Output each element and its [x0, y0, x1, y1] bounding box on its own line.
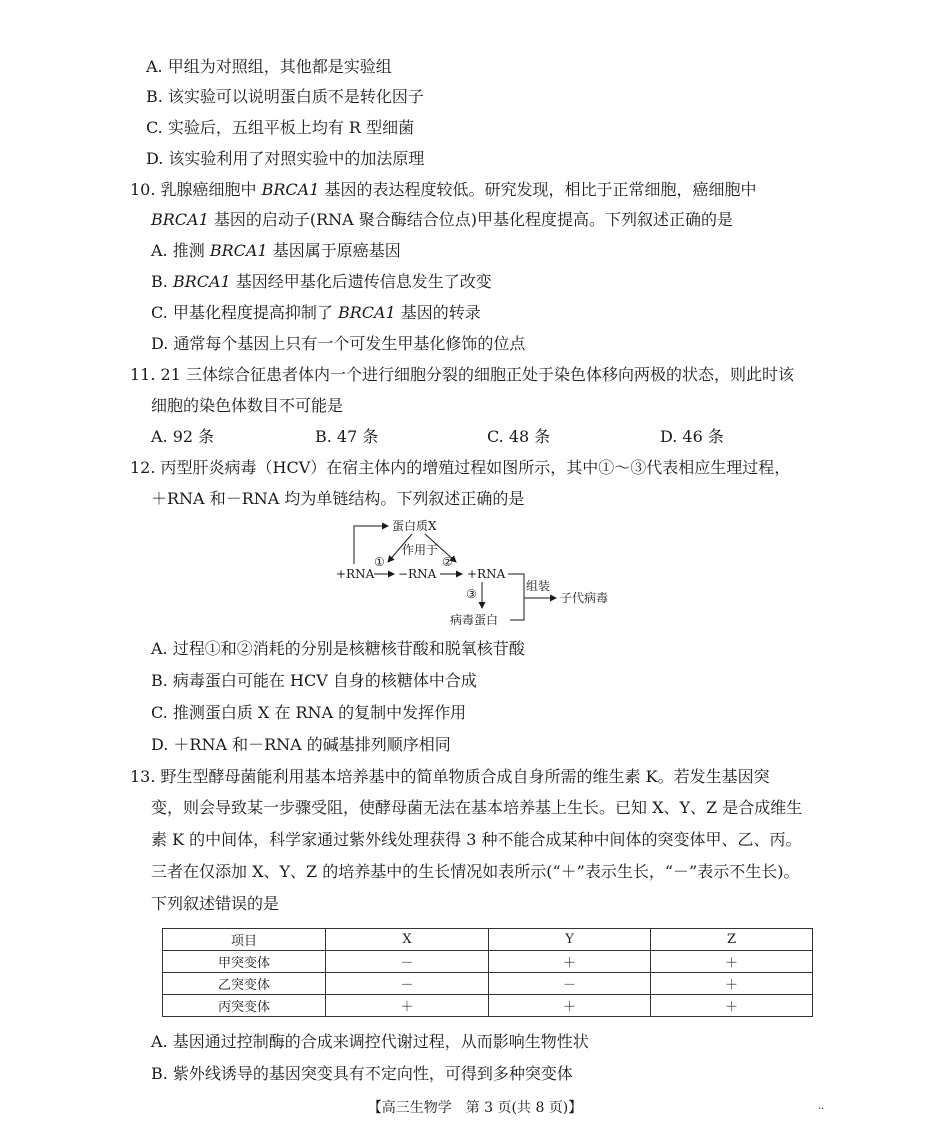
q10-stem-line1: 10. 乳腺癌细胞中 BRCA1 基因的表达程度较低。研究发现，相比于正常细胞，癌细胞中	[130, 180, 757, 199]
q11-stem-line2: 细胞的染色体数目不可能是	[151, 396, 344, 415]
table-row	[163, 973, 813, 995]
q9-option-b: B. 该实验可以说明蛋白质不是转化因子	[146, 87, 424, 106]
step-1-label: ①	[374, 555, 385, 569]
plus-rna-2-label: +RNA	[467, 567, 506, 581]
q13-option-a: A. 基因通过控制酶的合成来调控代谢过程，从而影响生物性状	[151, 1032, 589, 1051]
header-cell: X	[326, 929, 489, 951]
assemble-label: 组装	[526, 579, 551, 593]
table-cell: ＋	[651, 951, 813, 973]
q12-option-b: B. 病毒蛋白可能在 HCV 自身的核糖体中合成	[151, 671, 477, 690]
q10-option-a: A. 推测 BRCA1 基因属于原癌基因	[151, 241, 401, 260]
step-2-label: ②	[442, 555, 453, 569]
hcv-replication-diagram	[330, 512, 630, 632]
plus-rna-1-label: +RNA	[336, 567, 375, 581]
q13-stem-line1: 13. 野生型酵母菌能利用基本培养基中的简单物质合成自身所需的维生素 K。若发生基因突	[130, 767, 770, 786]
row-label-cell: 甲突变体	[163, 951, 326, 973]
q13-stem-line2: 变，则会导致某一步骤受阻，使酵母菌无法在基本培养基上生长。已知 X、Y、Z 是合成维生	[151, 798, 803, 817]
q11-option-a: A. 92 条	[151, 427, 215, 446]
q12-stem-line1: 12. 丙型肝炎病毒（HCV）在宿主体内的增殖过程如图所示，其中①～③代表相应生理过程，	[130, 458, 791, 477]
table-cell: －	[489, 973, 651, 995]
q12-stem-line2: ＋RNA 和－RNA 均为单链结构。下列叙述正确的是	[151, 489, 525, 508]
table-cell: ＋	[489, 951, 651, 973]
header-cell: Z	[651, 929, 813, 951]
table-cell: ＋	[326, 995, 489, 1017]
table-cell: ＋	[651, 995, 813, 1017]
q11-stem-line1: 11. 21 三体综合征患者体内一个进行细胞分裂的细胞正处于染色体移向两极的状态，则此时该	[130, 365, 794, 384]
table-cell: ＋	[489, 995, 651, 1017]
table-cell: ＋	[651, 973, 813, 995]
q9-option-d: D. 该实验利用了对照实验中的加法原理	[146, 149, 425, 168]
table-row	[163, 995, 813, 1017]
mutant-growth-table	[162, 928, 813, 1017]
q10-option-c: C. 甲基化程度提高抑制了 BRCA1 基因的转录	[151, 303, 481, 322]
q11-option-b: B. 47 条	[315, 427, 379, 446]
q13-stem-line3: 素 K 的中间体，科学家通过紫外线处理获得 3 种不能合成某种中间体的突变体甲、乙、丙。	[151, 830, 802, 849]
q13-stem-line4: 三者在仅添加 X、Y、Z 的培养基中的生长情况如表所示(“＋”表示生长，“－”表示不生长)。	[151, 862, 800, 881]
assembly-bracket	[508, 574, 524, 620]
virus-protein-label: 病毒蛋白	[450, 613, 499, 627]
q9-option-a: A. 甲组为对照组，其他都是实验组	[146, 57, 392, 76]
protein-x-label: 蛋白质X	[392, 519, 437, 533]
table-header-row	[163, 929, 813, 951]
step-3-label: ③	[466, 587, 477, 601]
q11-option-c: C. 48 条	[487, 427, 551, 446]
header-cell: Y	[489, 929, 651, 951]
table-cell: －	[326, 973, 489, 995]
minus-rna-label: −RNA	[398, 567, 437, 581]
table-row	[163, 951, 813, 973]
page-footer: 【高三生物学 第 3 页(共 8 页)】	[367, 1100, 583, 1116]
table-cell: －	[326, 951, 489, 973]
header-cell: 项目	[163, 929, 326, 951]
q12-option-c: C. 推测蛋白质 X 在 RNA 的复制中发挥作用	[151, 703, 467, 722]
progeny-virus-label: 子代病毒	[560, 591, 609, 605]
q12-option-a: A. 过程①和②消耗的分别是核糖核苷酸和脱氧核苷酸	[151, 639, 525, 658]
q13-option-b: B. 紫外线诱导的基因突变具有不定向性，可得到多种突变体	[151, 1064, 573, 1083]
q13-stem-line5: 下列叙述错误的是	[151, 894, 280, 913]
q10-option-d: D. 通常每个基因上只有一个可发生甲基化修饰的位点	[151, 334, 526, 353]
acts-on-label: 作用于	[402, 543, 439, 557]
q12-option-d: D. ＋RNA 和－RNA 的碱基排列顺序相同	[151, 735, 451, 754]
q10-option-b: B. BRCA1 基因经甲基化后遗传信息发生了改变	[151, 272, 492, 291]
row-label-cell: 乙突变体	[163, 973, 326, 995]
corner-mark: ··	[818, 1104, 825, 1115]
q9-option-c: C. 实验后，五组平板上均有 R 型细菌	[146, 118, 415, 137]
q11-option-d: D. 46 条	[660, 427, 724, 446]
q10-stem-line2: BRCA1 基因的启动子(RNA 聚合酶结合位点)甲基化程度提高。下列叙述正确的是	[151, 210, 734, 229]
row-label-cell: 丙突变体	[163, 995, 326, 1017]
